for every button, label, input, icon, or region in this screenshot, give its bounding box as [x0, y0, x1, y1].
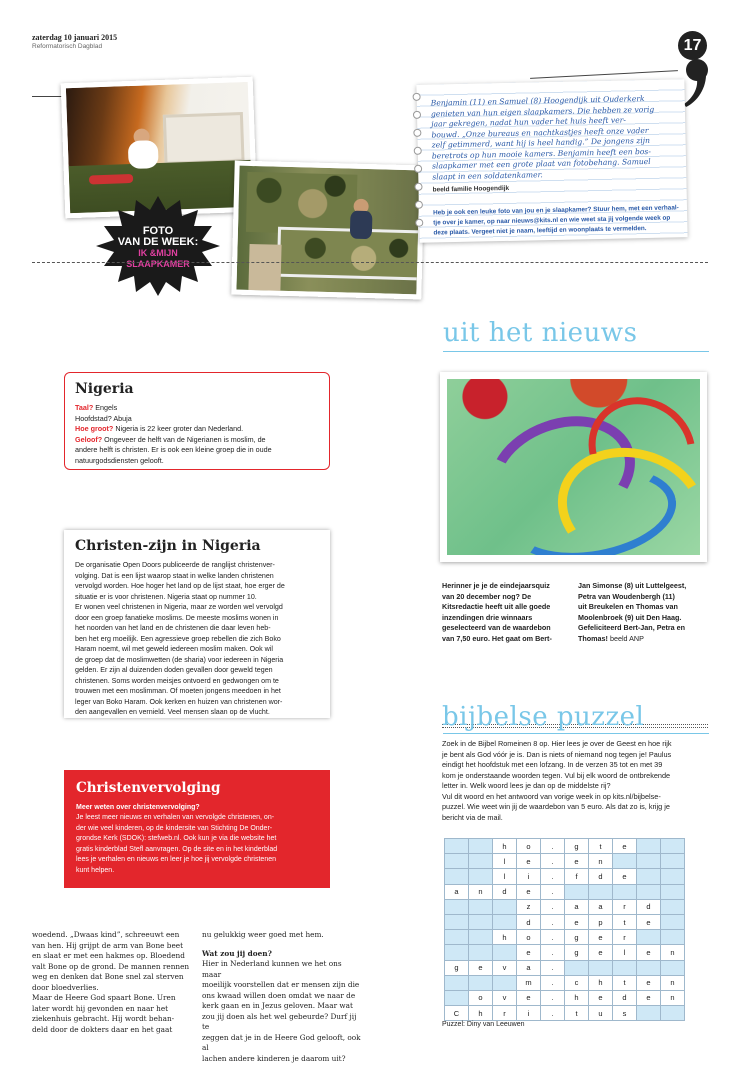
- story-line: woedend. „Dwaas kind”, schreeuwt een: [32, 930, 180, 939]
- instruction-line: kom je onderstaande woorden tegen. Vul bij elk woord de ontbrekende: [442, 770, 671, 780]
- burst-line-3: IK &MIJN: [138, 248, 178, 258]
- photo-credit: beeld ANP: [607, 633, 644, 643]
- ribbons-photo: [440, 372, 707, 562]
- puzzle-cell: h: [493, 930, 517, 945]
- story-column-1: [32, 930, 192, 1035]
- puzzle-cell[interactable]: .: [541, 854, 565, 869]
- story-line: ziekenhuis gebracht. Hij wordt behan-: [32, 1014, 175, 1023]
- caption-line: van 7,50 euro. Het gaat om Bert-: [442, 633, 552, 643]
- note-line: slaapkamer met een grote plaat van fotobehang. Samuel: [431, 156, 651, 171]
- fact-label: Taal?: [75, 403, 94, 412]
- foto-van-de-week-label: [96, 226, 220, 270]
- puzzle-cell: h: [469, 1006, 493, 1021]
- notepad-ring: [415, 201, 423, 209]
- puzzle-cell: r: [493, 1006, 517, 1021]
- notepad-ring: [413, 93, 421, 101]
- puzzle-row: [445, 975, 685, 990]
- puzzle-cell: a: [517, 960, 541, 975]
- story-line: Maar de Heere God spaart Bone. Uren: [32, 993, 176, 1002]
- caption-line: Gefeliciteerd Bert-Jan, Petra en: [578, 623, 686, 632]
- fact-geloof-cont: andere helft is christen. Er is ook een kleine groep die in oude: [75, 445, 272, 454]
- body-line: de groep dat de moslimwetten (de sharia) voor iedereen in Nigeria: [75, 655, 284, 664]
- puzzle-cell: [493, 945, 517, 960]
- puzzle-cell[interactable]: .: [541, 975, 565, 990]
- section-divider: [32, 262, 708, 263]
- puzzle-cell: n: [661, 945, 685, 960]
- note-line: zelf getimmerd, want hij is heel handig.” De jongens zijn: [431, 135, 651, 150]
- cta-line: deze plaats. Vergeet niet je naam, leeftijd en woonplaats te vermelden.: [433, 225, 647, 237]
- puzzle-cell: e: [517, 854, 541, 869]
- caption-line: Moolenbroek (9) uit Den Haag.: [578, 612, 682, 622]
- puzzle-credit: Puzzel: Diny van Leeuwen: [442, 1021, 525, 1028]
- body-line: gelden. Er zijn al duizenden doden gevallen door geweld tegen: [75, 666, 273, 674]
- story-line: later wordt hij gevonden en naar het: [32, 1003, 169, 1013]
- puzzle-cell: t: [589, 839, 613, 854]
- section-title-puzzel: bijbelse puzzel: [442, 702, 645, 732]
- fact-groot: [75, 424, 319, 435]
- nieuws-caption-left: [442, 581, 572, 644]
- puzzle-cell[interactable]: .: [541, 960, 565, 975]
- fact-geloof: [75, 435, 319, 446]
- caption-end: Thomas!: [578, 633, 608, 643]
- puzzle-cell: [493, 899, 517, 914]
- puzzle-cell: [661, 1006, 685, 1021]
- puzzle-cell: a: [589, 899, 613, 914]
- story-subheading: Wat zou jij doen?: [202, 948, 272, 958]
- puzzle-cell: [445, 990, 469, 1005]
- puzzle-cell[interactable]: .: [541, 839, 565, 854]
- puzzle-cell: u: [589, 1006, 613, 1021]
- puzzle-cell: [661, 960, 685, 975]
- puzzle-cell: a: [445, 884, 469, 899]
- note-line: Benjamin (11) en Samuel (8) Hoogendijk uit Ouderkerk: [430, 94, 645, 108]
- puzzle-cell: n: [661, 975, 685, 990]
- puzzle-cell: [661, 869, 685, 884]
- puzzle-cell: l: [613, 945, 637, 960]
- puzzle-cell: e: [613, 869, 637, 884]
- christen-zijn-title: Christen-zijn in Nigeria: [75, 538, 261, 554]
- fact-value: Nigeria is 22 keer groter dan Nederland.: [113, 424, 244, 433]
- note-line: slaapt in een soldatenkamer.: [432, 169, 543, 182]
- boy-legs: [89, 174, 133, 185]
- puzzle-cell: o: [517, 839, 541, 854]
- caption-line: Kitsredactie heeft uit alle goede: [442, 602, 551, 611]
- boy-body: [128, 140, 159, 169]
- puzzle-cell: e: [613, 839, 637, 854]
- body-line: lees je verhalen en nieuws en leer je hoe jij vervolgde christenen: [76, 856, 277, 863]
- puzzle-cell: [445, 914, 469, 929]
- puzzle-grid: [444, 838, 685, 1021]
- puzzle-cell: [469, 914, 493, 929]
- body-line: trouwen met een moslimman. Of moeten jongens meedoen in het: [75, 687, 281, 695]
- puzzle-cell: g: [565, 945, 589, 960]
- puzzle-cell: [637, 869, 661, 884]
- puzzle-cell: e: [589, 945, 613, 960]
- puzzle-cell: [661, 854, 685, 869]
- nigeria-factbox: [64, 372, 330, 470]
- notepad-card: [416, 79, 687, 243]
- story-line: zeggen dat je in de Heere God gelooft, ook al: [202, 1032, 361, 1052]
- puzzle-cell: [661, 914, 685, 929]
- body-line: vervolgd worden. Hoe hoger het land op de lijst staat, hoe erger de: [75, 582, 285, 590]
- instruction-line: puzzel. Wie weet win jij de waardebon van 5 euro. Als dat zo is, krijg je: [442, 802, 670, 811]
- puzzle-cell: [445, 899, 469, 914]
- puzzle-cell: e: [637, 990, 661, 1005]
- puzzle-cell[interactable]: .: [541, 884, 565, 899]
- title-underline: [443, 733, 709, 734]
- christenvervolging-title: Christenvervolging: [76, 780, 221, 796]
- puzzle-cell: g: [565, 839, 589, 854]
- nieuws-caption-right: [578, 581, 710, 644]
- puzzle-row: [445, 869, 685, 884]
- puzzle-cell[interactable]: .: [541, 869, 565, 884]
- story-line: kerk gaan en in Jezus geloven. Maar wat: [202, 1001, 353, 1010]
- page-number-badge: 17: [678, 31, 707, 60]
- body-line: christenen. Soms worden meisjes ontvoerd en gedwongen om te: [75, 676, 279, 685]
- puzzle-cell: [445, 975, 469, 990]
- puzzle-row: [445, 1006, 685, 1021]
- puzzle-cell: [565, 884, 589, 899]
- puzzle-cell: [637, 884, 661, 899]
- puzzle-row: [445, 960, 685, 975]
- story-line: van hen. Hij grijpt de arm van Bone beet: [32, 940, 184, 950]
- issue-date: zaterdag 10 januari 2015: [32, 33, 118, 42]
- puzzle-cell[interactable]: .: [541, 990, 565, 1005]
- puzzle-cell: h: [493, 839, 517, 854]
- christenvervolging-box: [64, 770, 330, 888]
- story-line: zou jij doen als het wel gebeurde? Durf jij te: [202, 1011, 357, 1031]
- caption-line: Petra van Woudenbergh (11): [578, 591, 675, 601]
- puzzle-cell: e: [637, 945, 661, 960]
- puzzle-row: [445, 884, 685, 899]
- puzzle-cell: t: [565, 1006, 589, 1021]
- body-line: leger van Boko Haram. Ook kerken en huizen van christenen wor-: [75, 697, 283, 706]
- camo-wallpaper: [246, 172, 358, 235]
- puzzle-cell: [445, 839, 469, 854]
- puzzle-cell: [445, 854, 469, 869]
- puzzle-cell: f: [565, 869, 589, 884]
- puzzle-cell: C: [445, 1006, 469, 1021]
- photo-credit: beeld familie Hoogendijk: [432, 184, 510, 194]
- body-line: ben het erg moeilijk. Een agressieve groep rebellen die zich Boko: [75, 634, 281, 643]
- puzzle-cell: d: [493, 884, 517, 899]
- burst-line-1: FOTO: [142, 225, 174, 237]
- note-line: genieten van hun eigen slaapkamers. Die hebben ze vorig: [430, 104, 655, 119]
- puzzle-cell: d: [637, 899, 661, 914]
- instruction-line: Vul dit woord en het antwoord van vorige week in op kits.nl/bijbelse-: [442, 791, 661, 801]
- story-line: valt Bone op de grond. De mannen rennen: [32, 961, 190, 971]
- body-line: gratis kinderblad Stefl aanvragen. Op de site en in het kinderblad: [76, 845, 278, 853]
- puzzle-cell: [469, 869, 493, 884]
- puzzle-cell[interactable]: .: [541, 899, 565, 914]
- puzzle-cell: d: [589, 869, 613, 884]
- fact-geloof-cont: natuurgodsdiensten gelooft.: [75, 455, 164, 465]
- puzzle-row: [445, 945, 685, 960]
- note-line: jaar gekregen, nadat hun vader het huis heeft ver-: [431, 115, 626, 129]
- puzzle-cell: p: [589, 914, 613, 929]
- puzzle-cell: [589, 960, 613, 975]
- puzzle-cell: o: [517, 930, 541, 945]
- body-line: het noorden van het land en de christenen die daar leven heb-: [75, 624, 271, 632]
- notepad-ring: [414, 165, 422, 173]
- puzzle-cell[interactable]: .: [541, 914, 565, 929]
- fact-taal: [75, 403, 319, 414]
- puzzle-cell: v: [493, 990, 517, 1005]
- header-rule-right: [530, 70, 678, 79]
- puzzle-cell: e: [517, 884, 541, 899]
- body-line: der wie veel kinderen, op de kindersite van Stichting De Onder-: [76, 824, 273, 832]
- christen-zijn-article: [64, 530, 330, 718]
- puzzle-row: [445, 914, 685, 929]
- puzzle-cell: m: [517, 975, 541, 990]
- title-underline: [443, 351, 709, 352]
- puzzle-cell: l: [493, 854, 517, 869]
- puzzle-cell: n: [661, 990, 685, 1005]
- puzzle-cell: [469, 839, 493, 854]
- cta-line: Heb je ook een leuke foto van jou en je slaapkamer? Stuur hem, met een verhaal-: [432, 204, 679, 217]
- body-line: Er wonen veel christenen in Nigeria, maar ze worden wel vervolgd: [75, 603, 283, 611]
- puzzle-cell: g: [565, 930, 589, 945]
- puzzle-cell: c: [565, 975, 589, 990]
- body-line: Haram noemt, wil met geweld iedereen moslim maken. Ook wil: [75, 645, 273, 653]
- puzzle-cell: [493, 914, 517, 929]
- note-handwriting: [431, 93, 681, 182]
- puzzle-row: [445, 899, 685, 914]
- caption-line: inzendingen drie winnaars: [442, 612, 533, 622]
- nightstand: [248, 244, 281, 293]
- puzzle-cell: [589, 884, 613, 899]
- puzzle-cell: e: [517, 945, 541, 960]
- puzzle-cell: e: [637, 914, 661, 929]
- puzzle-cell[interactable]: .: [541, 930, 565, 945]
- puzzle-cell: [493, 975, 517, 990]
- puzzle-cell: n: [469, 884, 493, 899]
- puzzle-cell: [469, 975, 493, 990]
- body-line: grondse Kerk (SDOK): stefweb.nl. Ook kun je via die website het: [76, 835, 277, 842]
- puzzle-cell: n: [589, 854, 613, 869]
- puzzle-cell: e: [589, 930, 613, 945]
- caption-line: [578, 634, 710, 645]
- body-line: De organisatie Open Doors publiceerde de ranglijst christenver-: [75, 561, 275, 569]
- camo-bed: [277, 227, 423, 281]
- puzzle-cell: [637, 839, 661, 854]
- instruction-line: eindigt het hoofdstuk met een lofzang. In de verzen 35 tot en met 39: [442, 760, 663, 769]
- burst-line-4: SLAAPKAMER: [126, 259, 190, 269]
- puzzle-cell: [469, 945, 493, 960]
- puzzle-cell[interactable]: .: [541, 1006, 565, 1021]
- puzzle-cell: v: [493, 960, 517, 975]
- puzzle-instructions: [442, 739, 708, 823]
- puzzle-cell: [613, 854, 637, 869]
- instruction-line: je bent als God vóór je is. Dan is niets of niemand nog tegen je! Paulus: [442, 749, 672, 759]
- puzzle-cell: a: [565, 899, 589, 914]
- notepad-ring: [415, 219, 423, 227]
- story-line: door bloedverlies.: [32, 982, 99, 992]
- story-line: ons kwaad willen doen omdat we naar de: [202, 990, 356, 1000]
- cta-line: tje over je kamer, op naar nieuws@kits.nl en wie weet sta jij volgende week op: [433, 214, 671, 227]
- puzzle-cell[interactable]: .: [541, 945, 565, 960]
- puzzle-cell: [637, 854, 661, 869]
- puzzle-cell: [613, 960, 637, 975]
- instruction-line: Zoek in de Bijbel Romeinen 8 op. Hier lees je over de Geest en hoe rijk: [442, 739, 672, 748]
- fact-value: Ongeveer de helft van de Nigerianen is moslim, de: [102, 434, 266, 444]
- puzzle-cell: [637, 960, 661, 975]
- puzzle-cell: t: [613, 975, 637, 990]
- fact-hoofdstad: Hoofdstad? Abuja: [75, 413, 132, 423]
- puzzle-cell: e: [517, 990, 541, 1005]
- boy-body: [350, 211, 373, 240]
- puzzle-cell: d: [613, 990, 637, 1005]
- header-rule-left: [32, 96, 64, 97]
- puzzle-cell: e: [469, 960, 493, 975]
- notepad-ring: [413, 129, 421, 137]
- puzzle-cell: z: [517, 899, 541, 914]
- bedroom-photo-samuel: [231, 161, 424, 300]
- puzzle-cell: [469, 930, 493, 945]
- note-line: beretrots op hun mooie kamers. Benjamin heeft een bos-: [431, 146, 651, 161]
- puzzle-cell: r: [613, 899, 637, 914]
- story-column-2: [202, 930, 362, 1064]
- body-line: den aangevallen en vernield. Veel mensen slaan op de vlucht.: [75, 708, 270, 716]
- puzzle-cell: e: [565, 914, 589, 929]
- story-line: en slaat er met een hakmes op. Bloedend: [32, 951, 185, 960]
- submission-call: [433, 203, 684, 238]
- story-line: weg en denken dat Bone snel zal sterven: [32, 972, 184, 981]
- puzzle-cell: [637, 1006, 661, 1021]
- puzzle-cell: t: [613, 914, 637, 929]
- fact-label: Geloof?: [75, 434, 103, 444]
- nigeria-title: Nigeria: [75, 381, 134, 397]
- puzzle-cell: l: [493, 869, 517, 884]
- puzzle-cell: [613, 884, 637, 899]
- body-line: door een groep fanatieke moslims. De meeste moslims wonen in: [75, 613, 279, 622]
- puzzle-row: [445, 930, 685, 945]
- body-line: situatie er is voor christenen. Nigeria staat op nummer 10.: [75, 592, 257, 601]
- puzzle-row: [445, 854, 685, 869]
- instruction-line: bericht via de mail.: [442, 812, 503, 822]
- caption-line: Herinner je je de eindejaarsquiz: [442, 581, 550, 590]
- puzzle-cell: i: [517, 869, 541, 884]
- puzzle-cell: h: [589, 975, 613, 990]
- caption-line: uit Breukelen en Thomas van: [578, 602, 678, 611]
- instruction-line: letter in. Welk woord lees je dan op de middelste rij?: [442, 781, 611, 790]
- story-line: lachen andere kinderen je daarom uit?: [202, 1053, 346, 1063]
- body-line: volging. Dat is een lijst waarop staat in welke landen christenen: [75, 571, 274, 580]
- puzzle-cell: [661, 839, 685, 854]
- puzzle-cell: d: [517, 914, 541, 929]
- puzzle-cell: [565, 960, 589, 975]
- section-title-nieuws: uit het nieuws: [443, 318, 638, 348]
- puzzle-row: [445, 990, 685, 1005]
- puzzle-cell: i: [517, 1006, 541, 1021]
- puzzle-cell: [469, 899, 493, 914]
- puzzle-row: [445, 839, 685, 854]
- body-line: kunt helpen.: [76, 866, 115, 874]
- puzzle-cell: e: [565, 854, 589, 869]
- puzzle-cell: [661, 930, 685, 945]
- note-line: bouwd. „Onze bureaus en nachtkastjes heeft onze vader: [431, 125, 649, 140]
- puzzle-cell: [445, 945, 469, 960]
- puzzle-cell: s: [613, 1006, 637, 1021]
- fact-value: Engels: [93, 403, 118, 412]
- article-body: [75, 560, 319, 718]
- story-line: Hier in Nederland kunnen we het ons maar: [202, 959, 342, 979]
- puzzle-cell: [445, 930, 469, 945]
- fact-label: Hoe groot?: [75, 424, 114, 433]
- puzzle-cell: [661, 884, 685, 899]
- puzzle-cell: [661, 899, 685, 914]
- story-line: deld door de dokters daar en het gaat: [32, 1024, 173, 1034]
- notepad-ring: [413, 111, 421, 119]
- puzzle-cell: r: [613, 930, 637, 945]
- comma-icon: [683, 58, 709, 108]
- story-line: moeilijk voorstellen dat er mensen zijn die: [202, 980, 360, 989]
- body-line: Je leest meer nieuws en verhalen van vervolgde christenen, on-: [76, 814, 275, 821]
- burst-line-2: VAN DE WEEK:: [117, 236, 199, 248]
- story-line: nu gelukkig weer goed met hem.: [202, 930, 324, 939]
- notepad-ring: [414, 147, 422, 155]
- wall-frame: [163, 112, 245, 165]
- puzzle-cell: [445, 869, 469, 884]
- puzzle-cell: h: [565, 990, 589, 1005]
- caption-line: geselecteerd van de waardebon: [442, 623, 551, 632]
- newspaper-name: Reformatorisch Dagblad: [32, 43, 103, 50]
- puzzle-cell: o: [469, 990, 493, 1005]
- christenvervolging-body: [76, 813, 318, 876]
- puzzle-cell: g: [445, 960, 469, 975]
- caption-line: van 20 december nog? De: [442, 591, 532, 601]
- puzzle-cell: e: [589, 990, 613, 1005]
- notepad-ring: [414, 183, 422, 191]
- christenvervolging-question: Meer weten over christenvervolging?: [76, 804, 200, 811]
- puzzle-cell: e: [637, 975, 661, 990]
- caption-line: Jan Simonse (8) uit Luttelgeest,: [578, 581, 687, 590]
- puzzle-cell: [469, 854, 493, 869]
- puzzle-cell: [637, 930, 661, 945]
